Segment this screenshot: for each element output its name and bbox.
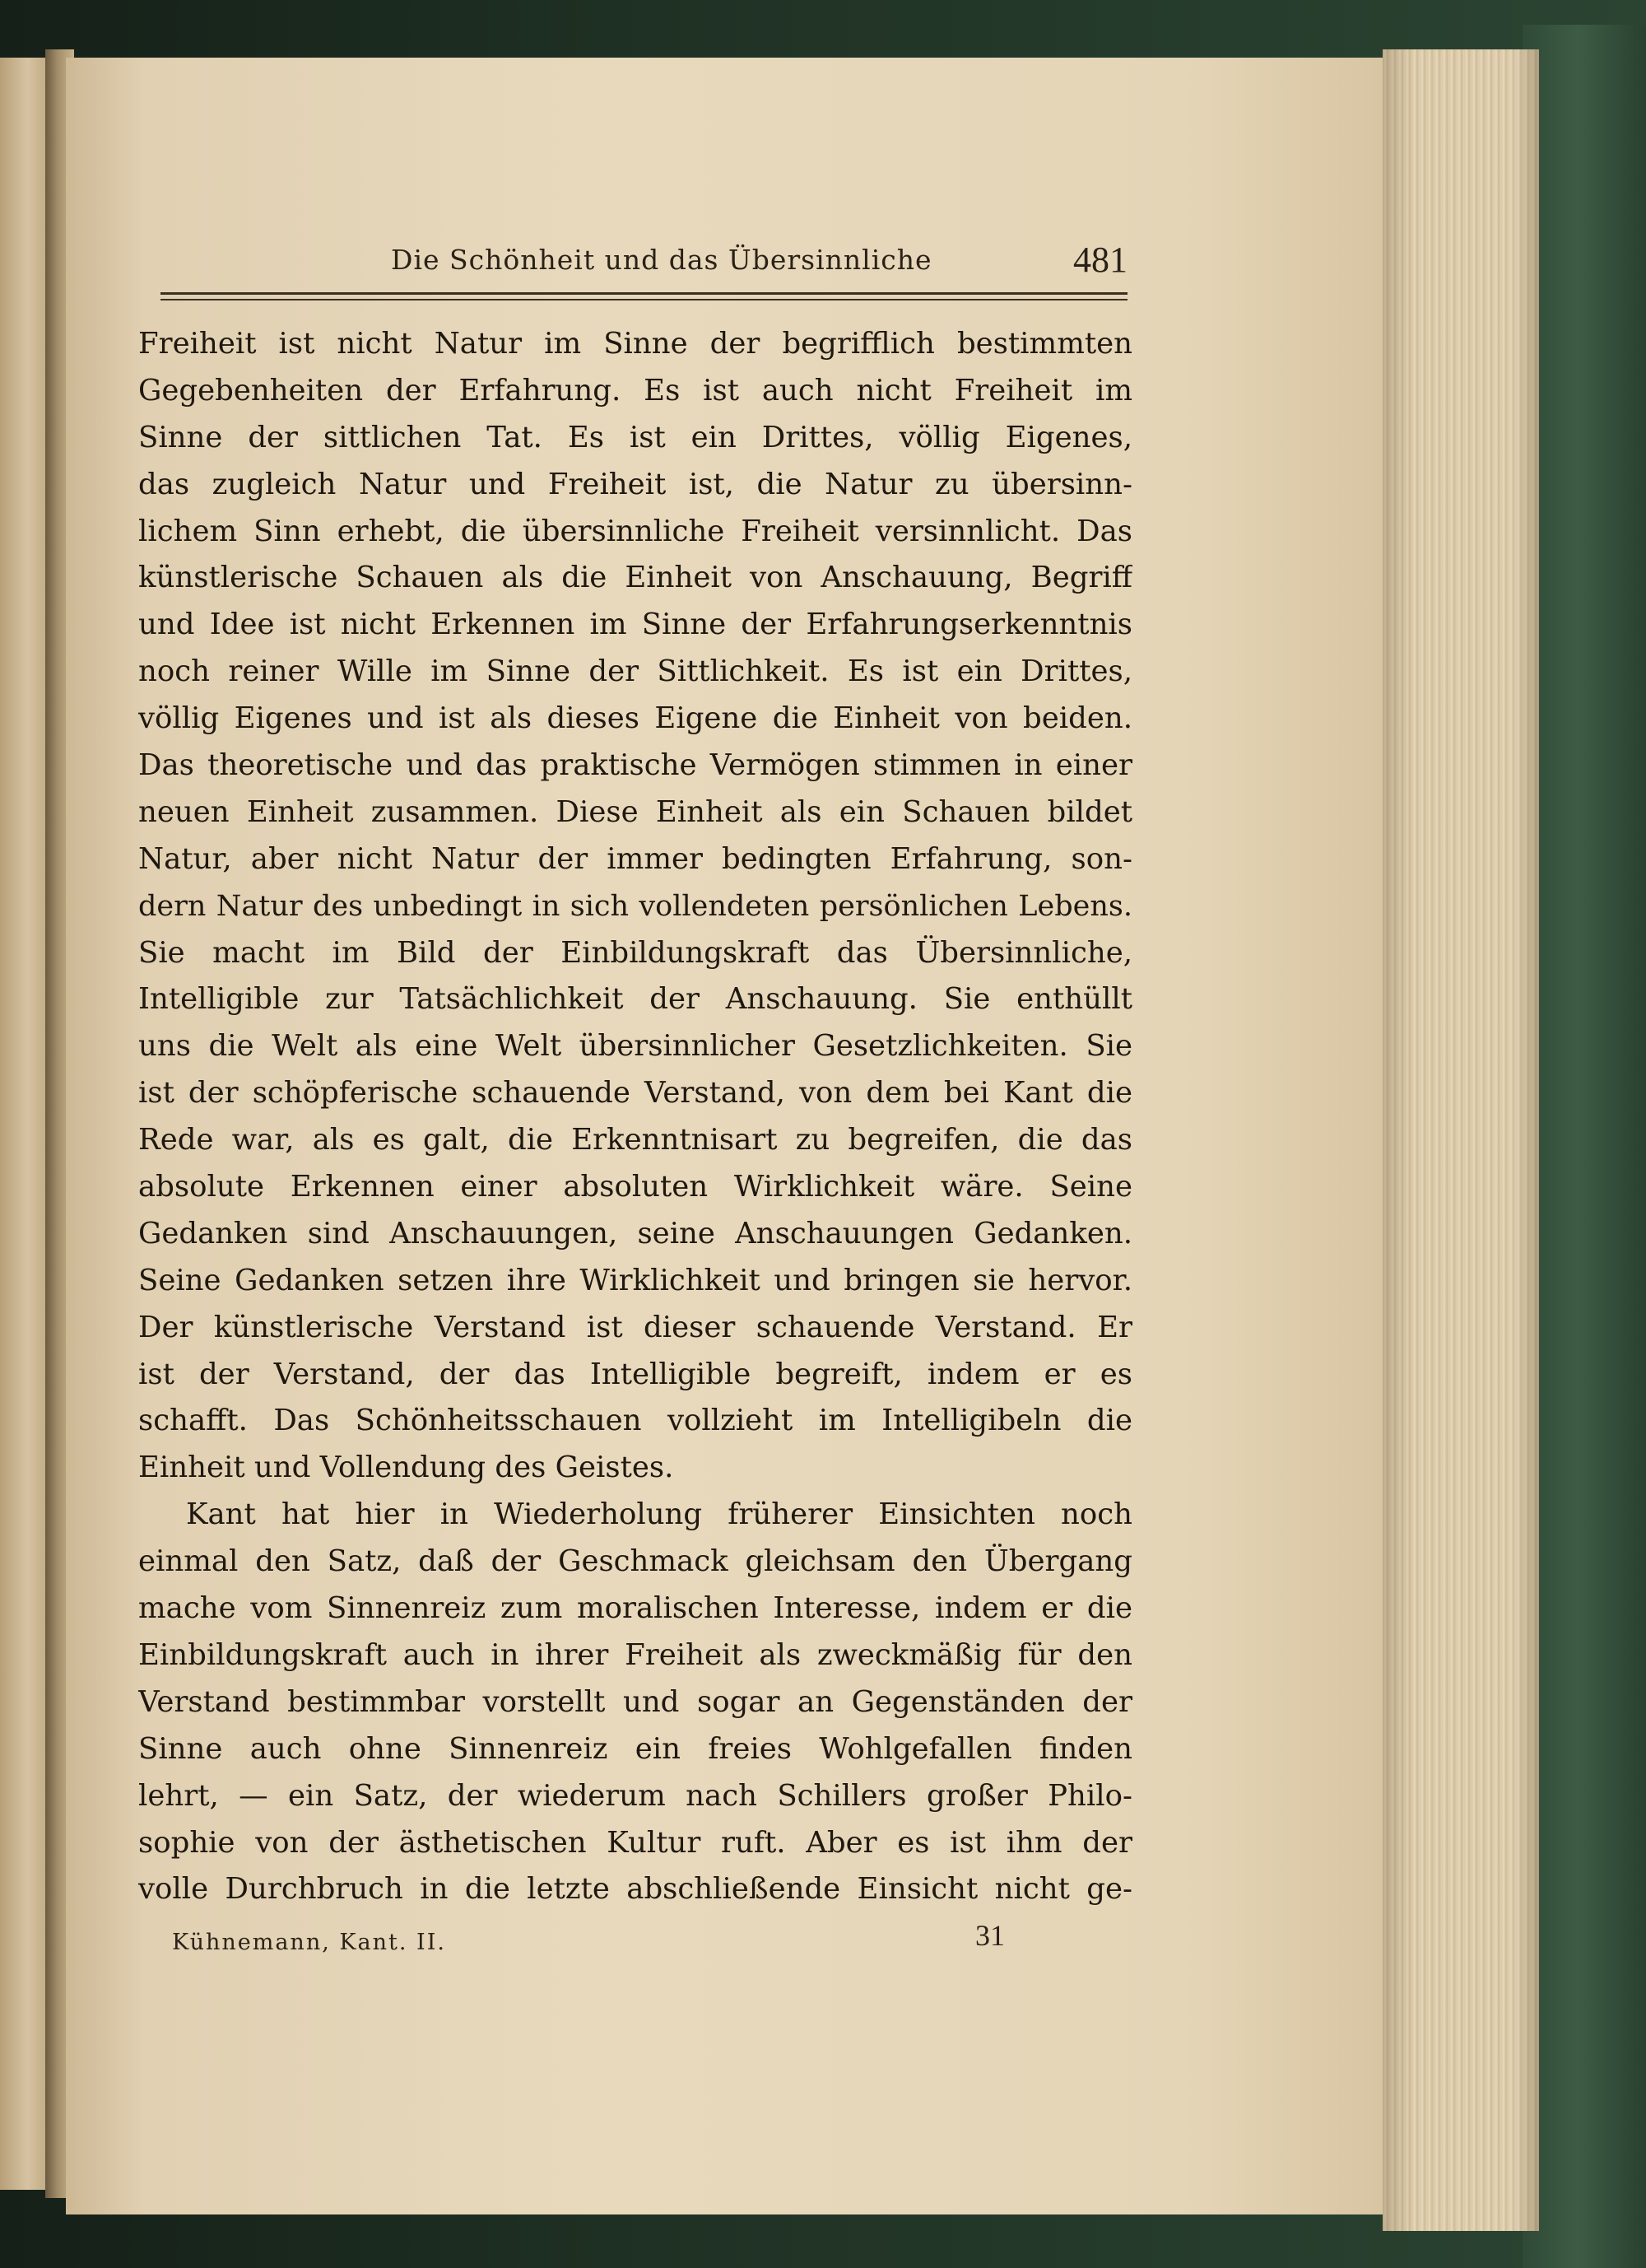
text-line: mache vom Sinnenreiz zum moralischen Interesse, indem er die xyxy=(138,1591,1132,1626)
text-line: lichem Sinn erhebt, die übersinnliche Freiheit versinnlicht. Das xyxy=(138,514,1132,548)
header-rule-thin xyxy=(160,299,1128,300)
text-line: neuen Einheit zusammen. Diese Einheit als ein Schauen bildet xyxy=(138,794,1132,829)
text-line: Intelligible zur Tatsächlichkeit der Anschauung. Sie enthüllt xyxy=(138,982,1132,1017)
body-text xyxy=(138,321,1132,1913)
text-line: einmal den Satz, daß der Geschmack gleichsam den Übergang xyxy=(138,1544,1132,1579)
text-line: Verstand bestimmbar vorstellt und sogar an Gegenständen der xyxy=(138,1684,1132,1719)
text-line: Einbildungskraft auch in ihrer Freiheit als zweckmäßig für den xyxy=(138,1637,1132,1672)
text-line: Sie macht im Bild der Einbildungskraft das Übersinnliche, xyxy=(138,935,1132,970)
text-line: absolute Erkennen einer absoluten Wirklichkeit wäre. Seine xyxy=(138,1170,1132,1204)
text-line: Der künstlerische Verstand ist dieser schauende Verstand. Er xyxy=(138,1310,1132,1344)
text-line: Sinne der sittlichen Tat. Es ist ein Drittes, völlig Eigenes, xyxy=(138,420,1132,454)
header-rule xyxy=(160,292,1128,295)
text-line: künstlerische Schauen als die Einheit von Anschauung, Begriff xyxy=(138,561,1132,595)
paragraph-end-line: Einheit und Vollendung des Geistes. xyxy=(138,1451,674,1485)
text-line: Das theoretische und das praktische Vermögen stimmen in einer xyxy=(138,748,1132,783)
text-line: noch reiner Wille im Sinne der Sittlichkeit. Es ist ein Drittes, xyxy=(138,654,1132,689)
text-line: Natur, aber nicht Natur der immer bedingten Erfahrung, son- xyxy=(138,841,1132,876)
text-line: Seine Gedanken setzen ihre Wirklichkeit und bringen sie hervor. xyxy=(138,1263,1132,1297)
text-line: Rede war, als es galt, die Erkenntnisart zu begreifen, die das xyxy=(138,1123,1132,1157)
text-line: lehrt, — ein Satz, der wiederum nach Schillers großer Philo- xyxy=(138,1778,1132,1813)
text-line: Gegebenheiten der Erfahrung. Es ist auch nicht Freiheit im xyxy=(138,373,1132,407)
signature-mark: 31 xyxy=(975,1919,1005,1952)
running-head xyxy=(160,239,1128,300)
text-line: dern Natur des unbedingt in sich vollendeten persönlichen Lebens. xyxy=(138,889,1132,923)
text-line: ist der Verstand, der das Intelligible begreift, indem er es xyxy=(138,1357,1132,1391)
text-line: sophie von der ästhetischen Kultur ruft. Aber es ist ihm der xyxy=(138,1825,1132,1860)
text-line: Sinne auch ohne Sinnenreiz ein freies Wohlgefallen finden xyxy=(138,1731,1132,1766)
text-line: das zugleich Natur und Freiheit ist, die Natur zu übersinn- xyxy=(138,467,1132,501)
text-line: volle Durchbruch in die letzte abschließende Einsicht nicht ge- xyxy=(138,1872,1132,1907)
text-line: ist der schöpferische schauende Verstand, von dem bei Kant die xyxy=(138,1076,1132,1111)
page-edges-shade xyxy=(1383,49,1539,2231)
book-cover-edge xyxy=(1523,25,1646,2268)
footer-author: Kühnemann, Kant. II. xyxy=(172,1930,446,1955)
text-line: völlig Eigenes und ist als dieses Eigene die Einheit von beiden. xyxy=(138,701,1132,736)
text-line: und Idee ist nicht Erkennen im Sinne der Erfahrungserkenntnis xyxy=(138,608,1132,642)
text-line: Gedanken sind Anschauungen, seine Anschauungen Gedanken. xyxy=(138,1216,1132,1250)
page-footer xyxy=(160,1918,1066,1959)
paragraph-start-line: Kant hat hier in Wiederholung früherer Einsichten noch xyxy=(186,1497,1132,1532)
text-line: Freiheit ist nicht Natur im Sinne der begrifflich bestimmten xyxy=(138,327,1132,361)
left-page-sliver xyxy=(0,58,45,2190)
running-title: Die Schönheit und das Übersinnliche xyxy=(391,244,932,276)
page-number: 481 xyxy=(1073,240,1128,280)
text-line: uns die Welt als eine Welt übersinnlicher Gesetzlichkeiten. Sie xyxy=(138,1029,1132,1064)
text-line: schafft. Das Schönheitsschauen vollzieht im Intelligibeln die xyxy=(138,1404,1132,1438)
